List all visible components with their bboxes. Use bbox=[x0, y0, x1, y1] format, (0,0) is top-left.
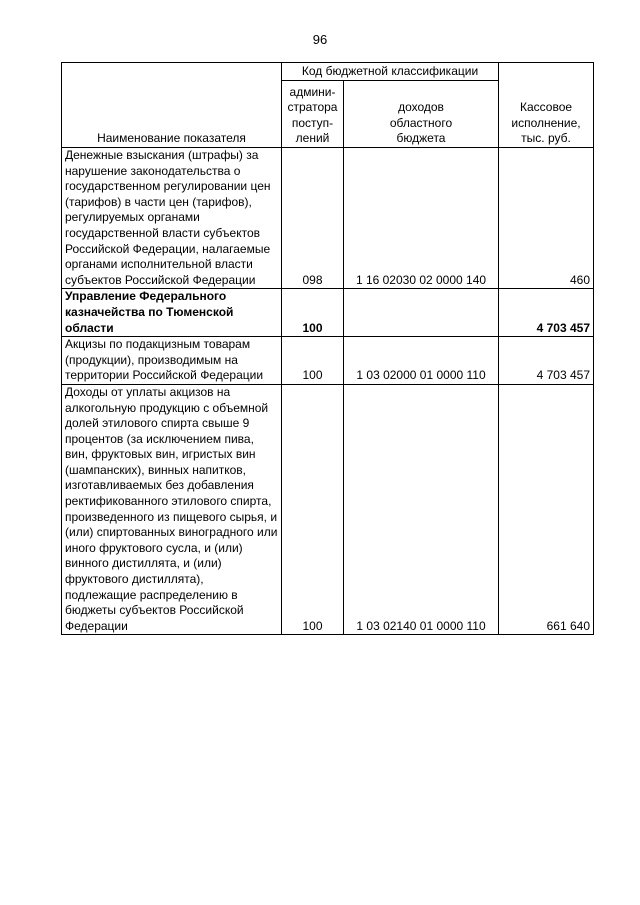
execution-amount-cell: 460 bbox=[499, 148, 594, 289]
indicator-name-cell: Денежные взыскания (штрафы) за нарушение законодательства о государственном регулировании цен (тарифов) в части цен (тарифов), регулируемых органами государственной власти субъектов Российской Федерации, налагаемые органами исполнительной власти субъектов Российской Федерации bbox=[62, 148, 282, 289]
administrator-code-cell: 100 bbox=[282, 289, 344, 337]
income-code-cell bbox=[344, 289, 499, 337]
table-row bbox=[62, 289, 594, 337]
execution-amount-cell: 4 703 457 bbox=[499, 337, 594, 385]
administrator-code-cell: 098 bbox=[282, 148, 344, 289]
header-execution: Кассовое исполнение, тыс. руб. bbox=[499, 63, 594, 148]
indicator-name-cell: Доходы от уплаты акцизов на алкогольную продукцию с объемной долей этилового спирта свыше 9 процентов (за исключением пива, вин, фруктовых вин, игристых вин (шампанских), винных напитков, изготавливаемых без добавления ректификованного этилового спирта, произведенного из пищевого сырья, и (или) спиртованных виноградного или иного фруктового сусла, и (или) винного дистиллята, и (или) фруктового дистиллята), подлежащие распределению в бюджеты субъектов Российской Федерации bbox=[62, 384, 282, 635]
table-row bbox=[62, 337, 594, 385]
execution-amount-cell: 661 640 bbox=[499, 384, 594, 635]
indicator-name-cell: Акцизы по подакцизным товарам (продукции), производимым на территории Российской Федерации bbox=[62, 337, 282, 385]
header-administrator: админи- стратора поступ- лений bbox=[282, 81, 344, 148]
income-code-cell: 1 03 02140 01 0000 110 bbox=[344, 384, 499, 635]
income-code-cell: 1 03 02000 01 0000 110 bbox=[344, 337, 499, 385]
header-budget-classification: Код бюджетной классификации bbox=[282, 63, 499, 81]
table-body bbox=[62, 148, 594, 635]
header-regional-income: доходов областного бюджета bbox=[344, 81, 499, 148]
header-name: Наименование показателя bbox=[62, 63, 282, 148]
budget-table bbox=[61, 62, 594, 635]
table-row bbox=[62, 148, 594, 289]
administrator-code-cell: 100 bbox=[282, 337, 344, 385]
table-header bbox=[62, 63, 594, 148]
income-code-cell: 1 16 02030 02 0000 140 bbox=[344, 148, 499, 289]
page-number: 96 bbox=[312, 32, 328, 47]
table-row bbox=[62, 384, 594, 635]
administrator-code-cell: 100 bbox=[282, 384, 344, 635]
indicator-name-cell: Управление Федерального казначейства по Тюменской области bbox=[62, 289, 282, 337]
execution-amount-cell: 4 703 457 bbox=[499, 289, 594, 337]
